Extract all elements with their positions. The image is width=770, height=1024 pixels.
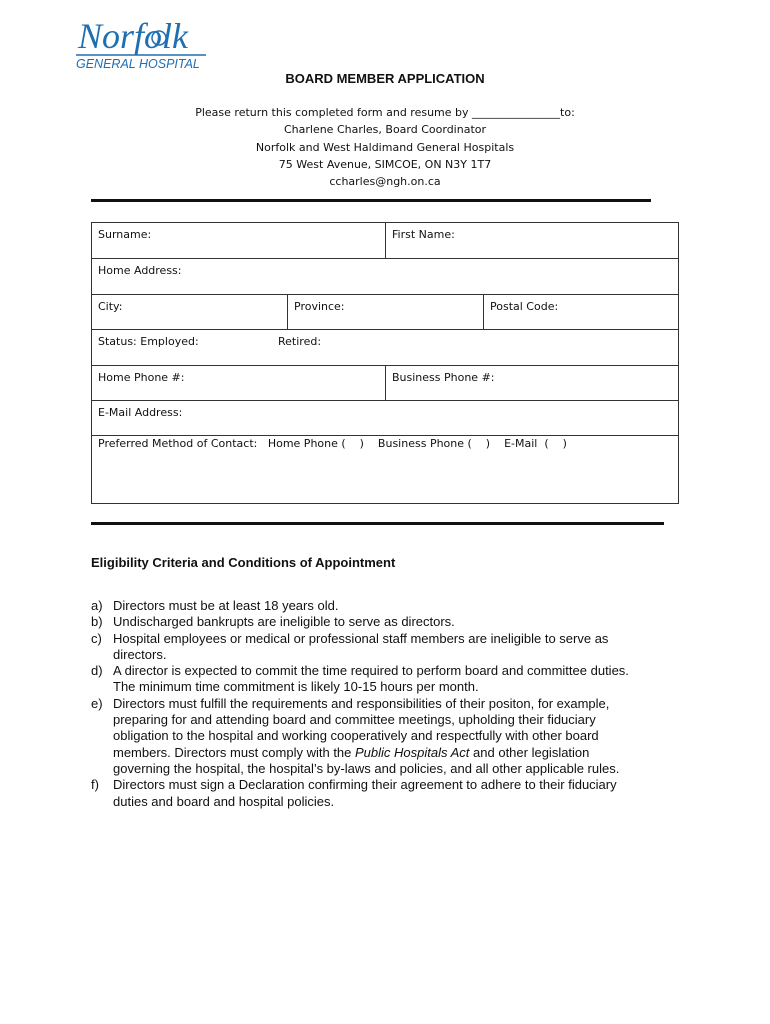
criteria-item-f (91, 777, 671, 810)
criteria-marker: e) (91, 695, 103, 711)
criteria-line: Undischarged bankrupts are ineligible to serve as directors. (113, 614, 455, 630)
divider-top (91, 199, 651, 202)
criteria-line: duties and board and hospital policies. (113, 793, 335, 809)
form-row-name (92, 223, 678, 259)
logo-wordmark: Norfolk (78, 16, 189, 56)
application-form (91, 222, 679, 504)
business-phone-label: Business Phone #: (392, 371, 495, 384)
criteria-item-e (91, 696, 671, 777)
province-label: Province: (294, 300, 345, 313)
status-retired-label: Retired: (278, 335, 322, 348)
surname-field[interactable] (92, 223, 385, 258)
act-name-italic: Public Hospitals Act (355, 744, 470, 760)
form-row-phone (92, 366, 678, 401)
form-row-status (92, 330, 678, 366)
criteria-line (113, 745, 671, 761)
criteria-marker: b) (91, 614, 103, 630)
criteria-line: Hospital employees or medical or professional staff members are ineligible to serve as (113, 630, 609, 646)
criteria-line: Directors must be at least 18 years old. (113, 598, 339, 613)
surname-label: Surname: (98, 228, 152, 241)
criteria-line: obligation to the hospital and working cooperatively and respectfully with other board (113, 728, 599, 744)
return-deadline-line: Please return this completed form and resume by ________________to: (195, 106, 575, 119)
city-field[interactable] (92, 295, 287, 329)
form-row-contact-method (92, 436, 678, 505)
city-label: City: (98, 300, 123, 313)
page-title: BOARD MEMBER APPLICATION (285, 71, 485, 86)
criteria-marker: a) (91, 598, 103, 613)
criteria-line: Directors must sign a Declaration confirming their agreement to adhere to their fiduciary (113, 777, 617, 793)
return-address: 75 West Avenue, SIMCOE, ON N3Y 1T7 (278, 157, 492, 171)
criteria-item-c (91, 631, 671, 664)
criteria-marker: f) (91, 777, 99, 793)
preferred-contact-label: Preferred Method of Contact: Home Phone ( ) Business Phone ( ) E-Mail ( ) (98, 437, 567, 450)
business-phone-field[interactable] (385, 366, 678, 400)
criteria-line: preparing for and attending board and committee meetings, upholding their fiduciary (113, 712, 596, 728)
form-row-email (92, 401, 678, 436)
first-name-field[interactable] (385, 223, 678, 258)
first-name-label: First Name: (392, 228, 455, 241)
criteria-item-d (91, 663, 671, 696)
divider-bottom (91, 522, 664, 525)
hospital-logo (74, 14, 210, 72)
criteria-item-b (91, 614, 671, 630)
return-contact-name: Charlene Charles, Board Coordinator (283, 123, 487, 137)
status-employed-field[interactable] (92, 330, 272, 365)
return-instructions (0, 104, 770, 190)
status-employed-label: Status: Employed: (98, 335, 199, 348)
criteria-marker: d) (91, 663, 103, 679)
form-row-location (92, 295, 678, 330)
home-address-label: Home Address: (98, 264, 182, 277)
status-retired-field[interactable] (272, 330, 678, 365)
eligibility-heading: Eligibility Criteria and Conditions of Appointment (91, 555, 396, 570)
postal-code-field[interactable] (483, 295, 678, 329)
criteria-text: members. Directors must comply with the (113, 744, 356, 760)
home-phone-field[interactable] (92, 366, 385, 400)
criteria-line: directors. (113, 646, 167, 662)
home-phone-label: Home Phone #: (98, 371, 185, 384)
criteria-line: governing the hospital, the hospital’s by-laws and policies, and all other applicable rules. (113, 760, 620, 776)
return-email: ccharles@ngh.on.ca (329, 175, 441, 189)
criteria-line: Directors must fulfill the requirements and responsibilities of their positon, for example, (113, 695, 610, 711)
logo-subtitle: GENERAL HOSPITAL (76, 57, 200, 71)
criteria-text: and other legislation (469, 744, 590, 760)
form-row-address (92, 259, 678, 295)
criteria-marker: c) (91, 630, 102, 646)
return-organization: Norfolk and West Haldimand General Hospitals (255, 140, 515, 154)
eligibility-criteria-list (91, 598, 671, 810)
preferred-contact-field[interactable] (92, 436, 678, 505)
criteria-line: A director is expected to commit the time required to perform board and committee duties. (113, 663, 629, 679)
email-label: E-Mail Address: (98, 406, 183, 419)
postal-code-label: Postal Code: (490, 300, 559, 313)
criteria-line: The minimum time commitment is likely 10-15 hours per month. (113, 679, 479, 695)
criteria-item-a (91, 598, 671, 614)
province-field[interactable] (287, 295, 483, 329)
email-field[interactable] (92, 401, 678, 435)
home-address-field[interactable] (92, 259, 678, 294)
